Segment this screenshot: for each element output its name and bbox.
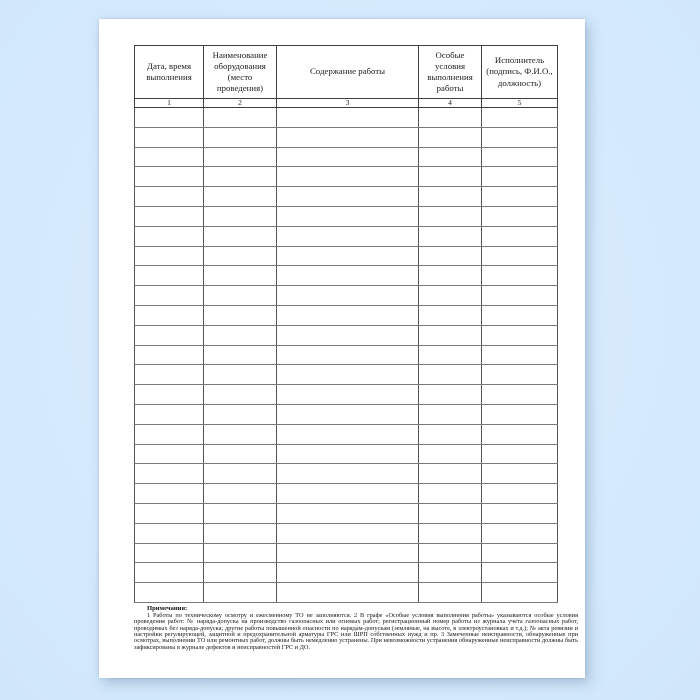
table-cell <box>204 365 277 385</box>
table-cell <box>277 226 419 246</box>
table-cell <box>204 147 277 167</box>
table-row <box>135 523 558 543</box>
table-row <box>135 464 558 484</box>
table-cell <box>277 444 419 464</box>
column-number-1: 1 <box>135 99 204 108</box>
table-cell <box>204 206 277 226</box>
table-cell <box>135 325 204 345</box>
table-cell <box>482 325 558 345</box>
table-cell <box>482 484 558 504</box>
table-cell <box>419 404 482 424</box>
table-cell <box>482 424 558 444</box>
table-row <box>135 424 558 444</box>
table-cell <box>135 246 204 266</box>
table-cell <box>482 345 558 365</box>
table-cell <box>135 127 204 147</box>
table-row <box>135 127 558 147</box>
table-cell <box>419 266 482 286</box>
table-cell <box>419 187 482 207</box>
table-cell <box>482 246 558 266</box>
table-cell <box>482 187 558 207</box>
table-cell <box>419 365 482 385</box>
table-row <box>135 345 558 365</box>
table-cell <box>135 583 204 603</box>
table-cell <box>135 464 204 484</box>
table-cell <box>277 187 419 207</box>
table-cell <box>135 365 204 385</box>
table-cell <box>204 563 277 583</box>
table-row <box>135 404 558 424</box>
table-cell <box>277 523 419 543</box>
table-cell <box>277 464 419 484</box>
table-cell <box>482 147 558 167</box>
table-cell <box>482 385 558 405</box>
table-row <box>135 187 558 207</box>
table-row <box>135 325 558 345</box>
table-cell <box>204 464 277 484</box>
column-number-row <box>135 99 558 108</box>
table-cell <box>204 246 277 266</box>
table-row <box>135 246 558 266</box>
table-cell <box>419 523 482 543</box>
table-cell <box>204 286 277 306</box>
table-cell <box>482 563 558 583</box>
table-cell <box>204 424 277 444</box>
table-row <box>135 583 558 603</box>
table-cell <box>419 286 482 306</box>
table-cell <box>135 167 204 187</box>
table-cell <box>204 226 277 246</box>
table-cell <box>135 226 204 246</box>
table-cell <box>482 503 558 523</box>
table-cell <box>277 404 419 424</box>
table-cell <box>135 286 204 306</box>
table-cell <box>277 365 419 385</box>
table-cell <box>419 147 482 167</box>
table-cell <box>277 246 419 266</box>
work-log-table <box>134 45 558 603</box>
table-row <box>135 167 558 187</box>
table-cell <box>419 206 482 226</box>
column-number-3: 3 <box>277 99 419 108</box>
table-cell <box>277 345 419 365</box>
table-cell <box>419 444 482 464</box>
table-cell <box>277 108 419 128</box>
table-row <box>135 365 558 385</box>
table-row <box>135 563 558 583</box>
table-cell <box>277 147 419 167</box>
table-cell <box>135 503 204 523</box>
table-cell <box>482 167 558 187</box>
table-cell <box>419 167 482 187</box>
table-cell <box>419 503 482 523</box>
table-row <box>135 385 558 405</box>
table-row <box>135 286 558 306</box>
table-cell <box>135 385 204 405</box>
column-header-equipment: Наименование оборудования (место проведения) <box>204 46 277 99</box>
table-cell <box>204 325 277 345</box>
table-cell <box>135 266 204 286</box>
table-header-row <box>135 46 558 99</box>
column-header-special-conditions: Особые условия выполнения работы <box>419 46 482 99</box>
table-cell <box>277 543 419 563</box>
column-header-work-content: Содержание работы <box>277 46 419 99</box>
table-cell <box>204 583 277 603</box>
table-cell <box>277 385 419 405</box>
table-cell <box>482 286 558 306</box>
table-row <box>135 206 558 226</box>
table-cell <box>419 246 482 266</box>
table-cell <box>135 424 204 444</box>
table-cell <box>482 226 558 246</box>
table-cell <box>419 583 482 603</box>
table-cell <box>204 385 277 405</box>
table-cell <box>135 108 204 128</box>
table-cell <box>204 167 277 187</box>
table-cell <box>482 305 558 325</box>
table-cell <box>135 523 204 543</box>
table-cell <box>482 127 558 147</box>
table-cell <box>277 127 419 147</box>
table-cell <box>482 523 558 543</box>
table-cell <box>482 266 558 286</box>
table-cell <box>277 484 419 504</box>
table-cell <box>419 543 482 563</box>
notes-body: 1 Работы по техническому осмотру и ежесменному ТО не заполняются. 2 В графе «Особые условия выполнения работы» указываются особые условия проведения работ: № наряда-допуска на производство газоопасных или огневых работ; регистрационный номер работы из журнала учета газоопасных работ, проводимых без наряда-допуска; другие работы повышенной опасности по нарядам-допускам (земляные, на высоте, в электроустановках и т.д.); № акта ревизии и настройки регулирующей, защитной и предохранительной арматуры ГРС или ШРП собственных нужд и пр. 3 Замеченные неисправности, обнаруженные при осмотрах, выполнении ТО или ремонтных работ, должны быть немедленно устранены. При невозможности устранения обнаруженные неисправности должны быть зафиксированы в журнале дефектов и неисправностей ГРС и ДО. <box>134 611 578 651</box>
table-cell <box>277 563 419 583</box>
table-cell <box>277 583 419 603</box>
table-cell <box>204 108 277 128</box>
column-header-date-time: Дата, время выполнения <box>135 46 204 99</box>
table-row <box>135 543 558 563</box>
table-cell <box>482 583 558 603</box>
table-cell <box>204 523 277 543</box>
table-cell <box>135 345 204 365</box>
table-row <box>135 305 558 325</box>
table-cell <box>277 424 419 444</box>
table-cell <box>135 206 204 226</box>
table-cell <box>482 444 558 464</box>
table-cell <box>204 266 277 286</box>
table-cell <box>204 484 277 504</box>
table-cell <box>204 503 277 523</box>
table-row <box>135 147 558 167</box>
table-cell <box>277 286 419 306</box>
table-cell <box>204 305 277 325</box>
table-cell <box>135 305 204 325</box>
table-cell <box>482 404 558 424</box>
table-cell <box>135 404 204 424</box>
table-cell <box>482 464 558 484</box>
table-row <box>135 226 558 246</box>
table-cell <box>482 543 558 563</box>
table-cell <box>277 266 419 286</box>
table-cell <box>482 206 558 226</box>
table-cell <box>419 484 482 504</box>
table-cell <box>135 444 204 464</box>
table-row <box>135 503 558 523</box>
table-cell <box>419 325 482 345</box>
table-row <box>135 444 558 464</box>
table-cell <box>277 206 419 226</box>
table-cell <box>482 365 558 385</box>
table-cell <box>419 345 482 365</box>
table-row <box>135 108 558 128</box>
table-cell <box>135 147 204 167</box>
column-number-5: 5 <box>482 99 558 108</box>
table-cell <box>204 187 277 207</box>
table-cell <box>419 305 482 325</box>
table-cell <box>419 108 482 128</box>
table-cell <box>277 167 419 187</box>
table-cell <box>135 484 204 504</box>
table-cell <box>419 464 482 484</box>
notes-heading: Примечания: <box>147 605 188 612</box>
table-cell <box>419 563 482 583</box>
column-number-4: 4 <box>419 99 482 108</box>
table-cell <box>277 305 419 325</box>
table-cell <box>135 187 204 207</box>
table-cell <box>204 543 277 563</box>
table-cell <box>204 127 277 147</box>
table-cell <box>482 108 558 128</box>
document-sheet <box>99 19 585 678</box>
column-number-2: 2 <box>204 99 277 108</box>
table-cell <box>277 503 419 523</box>
table-cell <box>135 563 204 583</box>
table-cell <box>419 424 482 444</box>
table-cell <box>204 444 277 464</box>
table-cell <box>277 325 419 345</box>
table-cell <box>419 127 482 147</box>
table-row <box>135 484 558 504</box>
table-cell <box>135 543 204 563</box>
notes-section <box>134 606 578 651</box>
table-cell <box>419 385 482 405</box>
table-cell <box>204 404 277 424</box>
table-cell <box>419 226 482 246</box>
table-cell <box>204 345 277 365</box>
table-row <box>135 266 558 286</box>
column-header-executor: Исполнитель (подпись, Ф.И.О., должность) <box>482 46 558 99</box>
